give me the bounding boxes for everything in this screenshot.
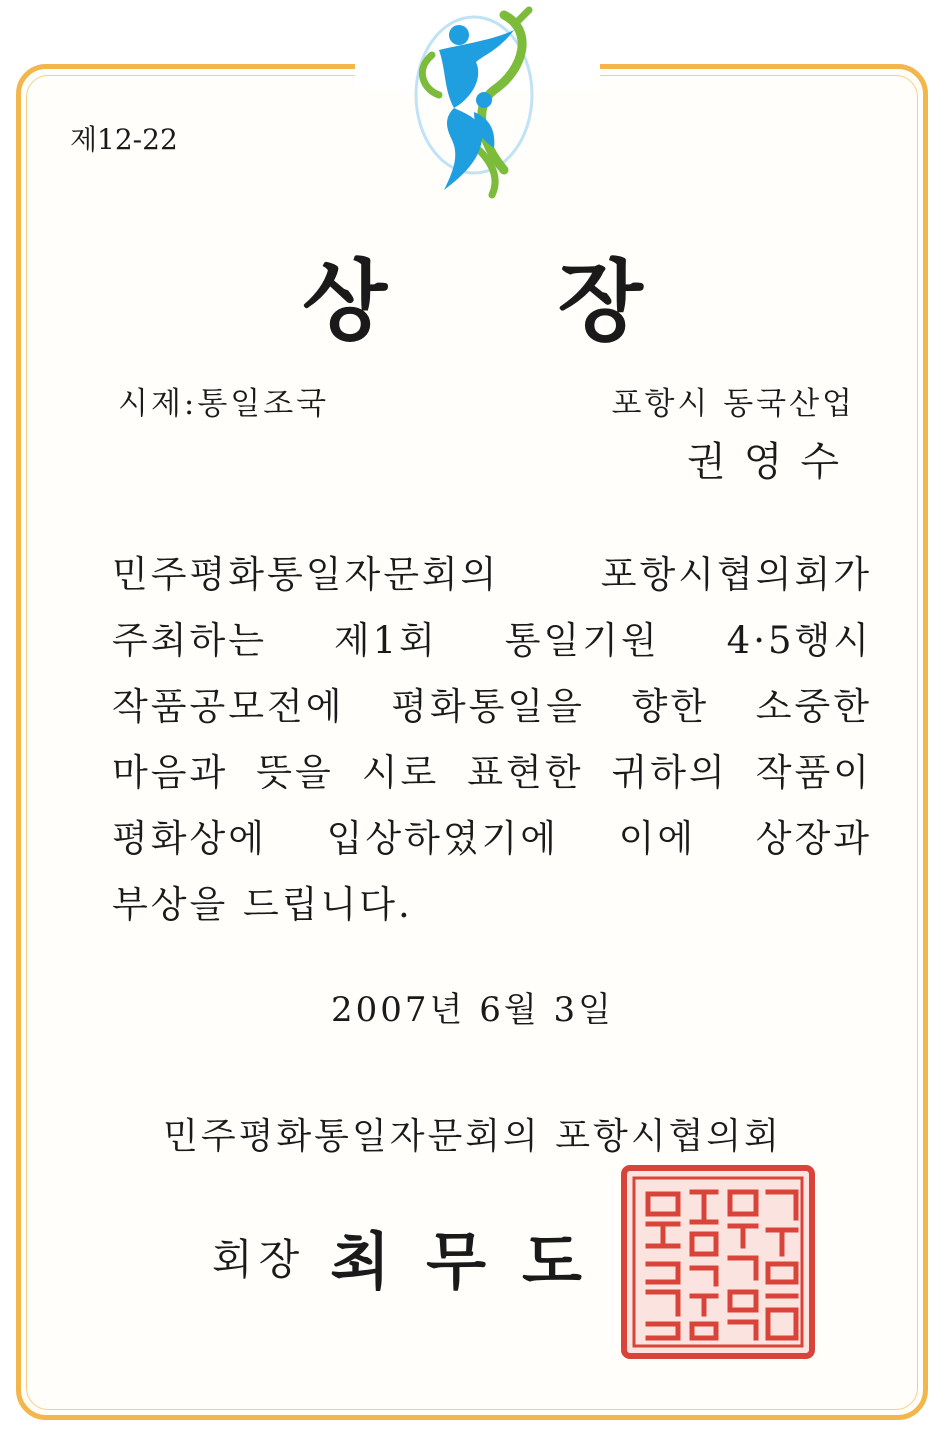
body-line: 작품공모전에 평화통일을 향한 소중한 — [112, 685, 872, 728]
poem-subject: 시제:통일조국 — [118, 386, 330, 422]
recipient-name: 권영수 — [687, 439, 857, 485]
body-line: 마음과 뜻을 시로 표현한 귀하의 작품이 — [112, 751, 872, 794]
body-line: 주최하는 제1회 통일기원 4·5행시 — [112, 619, 872, 662]
signature-row — [212, 1212, 618, 1301]
body-line: 평화상에 입상하였기에 이에 상장과 — [112, 817, 872, 860]
unification-emblem-logo-icon — [384, 0, 564, 200]
certificate-title: 상 장 — [302, 249, 713, 353]
certificate-number: 제12-22 — [70, 123, 178, 156]
official-red-seal-icon — [620, 1164, 816, 1360]
body-line: 민주평화통일자문회의 포항시협의회가 — [112, 553, 872, 596]
issuing-organization: 민주평화통일자문회의 포항시협의회 — [163, 1116, 782, 1157]
body-line: 부상을 드립니다. — [112, 883, 413, 926]
award-date: 2007년 6월 3일 — [331, 990, 614, 1030]
signer-title: 회장 — [212, 1234, 306, 1284]
certificate-body — [112, 542, 872, 938]
recipient-affiliation: 포항시 동국산업 — [611, 386, 855, 422]
signer-name: 최무도 — [330, 1225, 618, 1298]
